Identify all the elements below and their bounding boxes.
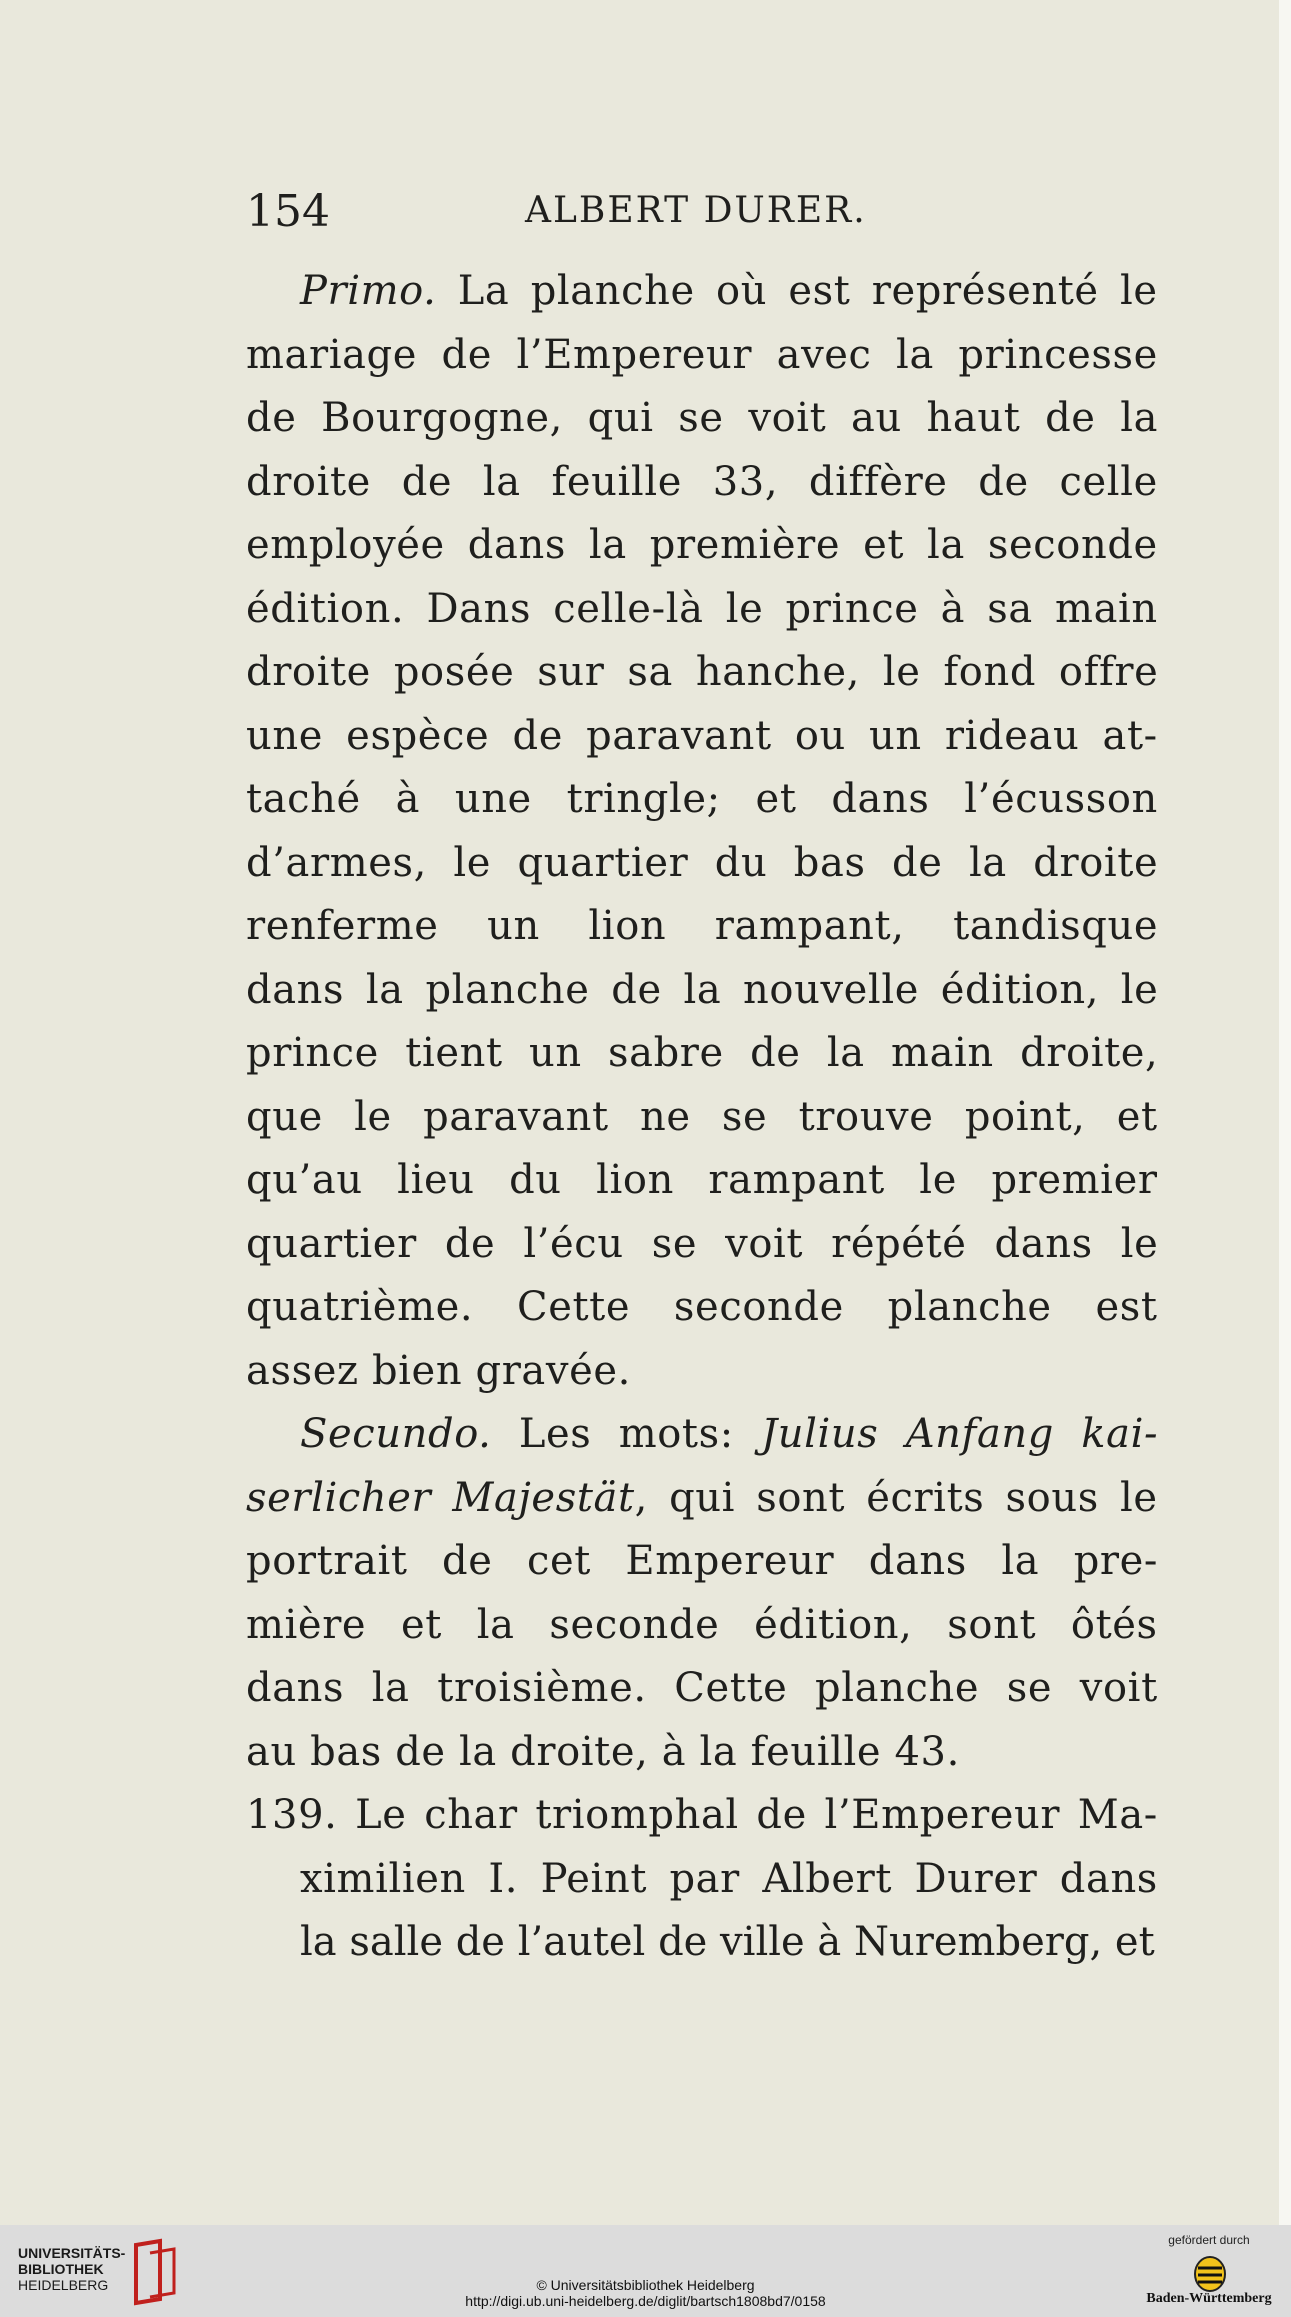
text-line: d’armes, le quartier du bas de la droite xyxy=(246,839,1159,886)
copyright-text: © Universitätsbibliothek Heidelberg xyxy=(536,2277,755,2293)
page-number: 154 xyxy=(246,186,330,237)
text-line: une espèce de paravant ou un rideau at- xyxy=(246,712,1158,759)
text-line: mariage de l’Empereur avec la princesse xyxy=(246,331,1158,378)
text-line: au bas de la droite, à la feuille 43. xyxy=(246,1728,960,1775)
credit-block xyxy=(0,2277,1291,2309)
text-line: 139. Le char triomphal de l’Empereur Ma- xyxy=(246,1792,1158,1838)
text-line: serlicher Majestät, qui sont écrits sous le xyxy=(246,1474,1158,1521)
text-line: de Bourgogne, qui se voit au haut de la xyxy=(246,395,1159,441)
state-coat-of-arms-icon xyxy=(1193,2255,1227,2293)
library-logo-line: UNIVERSITÄTS- xyxy=(18,2245,126,2261)
text-line: portrait de cet Empereur dans la pre- xyxy=(246,1538,1159,1584)
text-line: employée dans la première et la seconde xyxy=(246,522,1158,568)
text-line: droite de la feuille 33, diffère de celle xyxy=(246,458,1158,505)
text-line: renferme un lion rampant, tandisque xyxy=(246,903,1159,949)
sponsor-caption: gefördert durch xyxy=(1168,2233,1250,2247)
text-line: qu’au lieu du lion rampant le premier xyxy=(246,1157,1158,1203)
text-line: la salle de l’autel de ville à Nuremberg, et xyxy=(300,1919,1155,1965)
library-logo-line: HEIDELBERG xyxy=(18,2277,109,2293)
running-title: ALBERT DURER. xyxy=(525,190,867,231)
library-logo-line: BIBLIOTHEK xyxy=(18,2261,104,2277)
text-line: dans la troisième. Cette planche se voit xyxy=(246,1665,1158,1711)
text-line: quatrième. Cette seconde planche est xyxy=(246,1284,1158,1330)
text-line: que le paravant ne se trouve point, et xyxy=(246,1093,1158,1140)
text-line: dans la planche de la nouvelle édition, le xyxy=(246,966,1159,1013)
text-line: ximilien I. Peint par Albert Durer dans xyxy=(300,1855,1158,1902)
text-line: prince tient un sabre de la main droite, xyxy=(246,1030,1159,1076)
sponsor-name[interactable]: Baden-Württemberg xyxy=(1146,2291,1272,2306)
text-line: mière et la seconde édition, sont ôtés xyxy=(246,1601,1158,1648)
text-line: Secundo. Les mots: Julius Anfang kai- xyxy=(300,1411,1159,1457)
text-line: quartier de l’écu se voit répété dans le xyxy=(246,1220,1159,1267)
sponsor-block xyxy=(1139,2233,1279,2307)
text-line: droite posée sur sa hanche, le fond offre xyxy=(246,649,1159,695)
permalink[interactable]: http://digi.ub.uni-heidelberg.de/diglit/bartsch1808bd7/0158 xyxy=(465,2293,826,2309)
page-edge xyxy=(1279,0,1291,2225)
footer-bar xyxy=(0,2225,1291,2317)
text-line: taché à une tringle; et dans l’écusson xyxy=(246,776,1158,822)
text-line: édition. Dans celle-là le prince à sa main xyxy=(246,585,1158,632)
text-line: Primo. La planche où est représenté le xyxy=(300,268,1158,314)
text-line: assez bien gravée. xyxy=(246,1347,631,1394)
